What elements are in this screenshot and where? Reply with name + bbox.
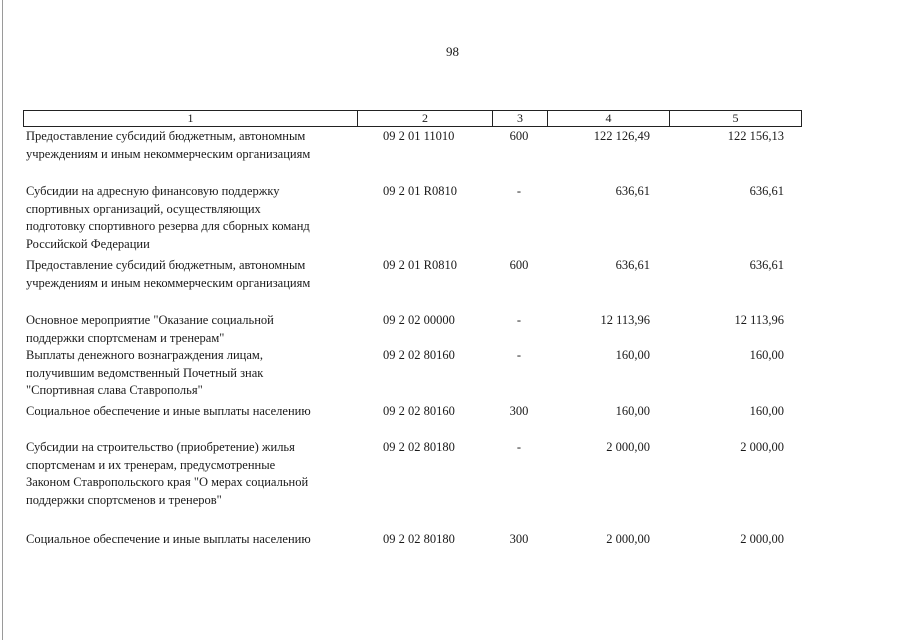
row-type: 300	[509, 532, 529, 546]
description-line: поддержки спортсменов и тренеров"	[26, 492, 222, 507]
row-value-5: 160,00	[749, 404, 784, 418]
row-type: 600	[509, 129, 529, 143]
description-line: Субсидии на строительство (приобретение) жилья	[26, 440, 295, 454]
description-line: получившим ведомственный Почетный знак	[26, 365, 264, 380]
row-value-5: 2 000,00	[740, 532, 784, 546]
row-value-5: 636,61	[749, 258, 784, 272]
description-line: спортивных организаций, осуществляющих	[26, 201, 261, 216]
column-header-4: 4	[548, 111, 670, 127]
column-header-1: 1	[24, 111, 358, 127]
row-description	[26, 128, 356, 163]
row-value-4: 2 000,00	[606, 532, 650, 546]
row-type: -	[516, 184, 522, 198]
description-line: Социальное обеспечение и иные выплаты населению	[26, 404, 311, 418]
row-value-4: 122 126,49	[593, 129, 650, 143]
description-line: поддержки спортсменам и тренерам"	[26, 330, 225, 345]
row-type: -	[516, 313, 522, 327]
row-description	[26, 531, 356, 549]
row-value-5: 160,00	[749, 348, 784, 362]
row-type: 600	[509, 258, 529, 272]
row-value-4: 12 113,96	[600, 313, 650, 327]
row-value-4: 160,00	[615, 404, 650, 418]
column-header-5: 5	[670, 111, 802, 127]
row-type: 300	[509, 404, 529, 418]
description-line: Российской Федерации	[26, 236, 150, 251]
row-description	[26, 257, 356, 292]
row-description	[26, 347, 356, 400]
column-header-2: 2	[358, 111, 493, 127]
row-code: 09 2 01 11010	[383, 129, 455, 143]
row-code: 09 2 02 80180	[383, 440, 455, 454]
row-value-5: 12 113,96	[734, 313, 784, 327]
column-header-3: 3	[493, 111, 548, 127]
description-line: Социальное обеспечение и иные выплаты населению	[26, 532, 311, 546]
row-value-5: 2 000,00	[740, 440, 784, 454]
row-value-4: 636,61	[615, 184, 650, 198]
column-header-table	[23, 110, 802, 127]
page-number: 98	[446, 44, 459, 59]
row-description	[26, 439, 356, 509]
page-edge-rule	[2, 0, 3, 640]
row-code: 09 2 01 R0810	[383, 184, 457, 198]
row-value-4: 160,00	[615, 348, 650, 362]
row-code: 09 2 01 R0810	[383, 258, 457, 272]
row-value-4: 636,61	[615, 258, 650, 272]
description-line: Основное мероприятие "Оказание социальной	[26, 313, 274, 327]
description-line: "Спортивная слава Ставрополья"	[26, 383, 203, 397]
row-type: -	[516, 348, 522, 362]
column-header-row	[24, 111, 802, 127]
description-line: Субсидии на адресную финансовую поддержку	[26, 184, 280, 198]
row-description	[26, 312, 356, 347]
description-line: Законом Ставропольского края "О мерах социальной	[26, 475, 309, 489]
row-value-5: 122 156,13	[727, 129, 784, 143]
description-line: спортсменам и их тренерам, предусмотренные	[26, 457, 276, 472]
row-value-5: 636,61	[749, 184, 784, 198]
row-code: 09 2 02 80180	[383, 532, 455, 546]
row-value-4: 2 000,00	[606, 440, 650, 454]
description-line: Предоставление субсидий бюджетным, автономным	[26, 129, 306, 143]
row-type: -	[516, 440, 522, 454]
description-line: подготовку спортивного резерва для сборных команд	[26, 219, 310, 233]
description-line: учреждениям и иным некоммерческим организациям	[26, 146, 311, 161]
row-code: 09 2 02 80160	[383, 348, 455, 362]
row-code: 09 2 02 00000	[383, 313, 455, 327]
row-description	[26, 183, 356, 253]
description-line: Предоставление субсидий бюджетным, автономным	[26, 258, 306, 272]
description-line: Выплаты денежного вознаграждения лицам,	[26, 348, 263, 362]
row-description	[26, 403, 356, 421]
description-line: учреждениям и иным некоммерческим организациям	[26, 275, 311, 290]
row-code: 09 2 02 80160	[383, 404, 455, 418]
